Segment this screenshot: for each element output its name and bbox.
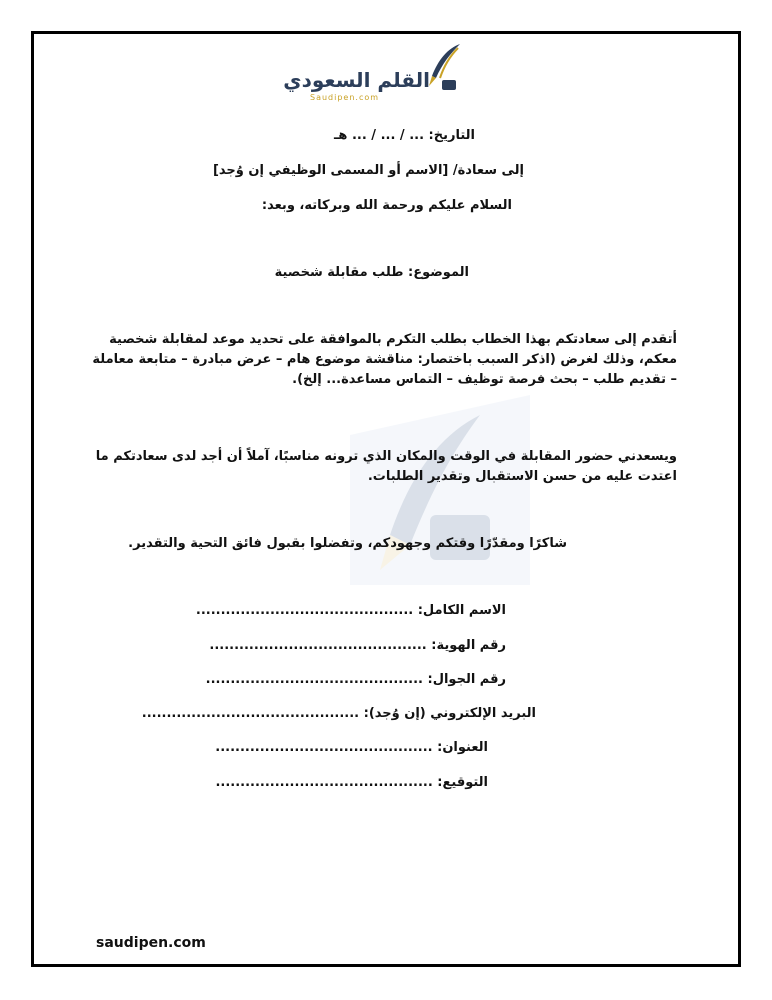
- id-number-field: رقم الهوية: ............................................: [209, 638, 506, 653]
- full-name-field: الاسم الكامل: ............................................: [195, 603, 506, 618]
- logo: [283, 40, 470, 102]
- greeting-line: السلام عليكم ورحمة الله وبركاته، وبعد:: [261, 198, 512, 213]
- body-paragraph-2: ويسعدني حضور المقابلة في الوقت والمكان الذي ترونه مناسبًا، آملاً أن أجد لدى سعادتكم ما اعتدت عليه من حسن الاستقبال وتقدير الطلبات.: [95, 449, 677, 484]
- subject-line: الموضوع: طلب مقابلة شخصية: [274, 265, 469, 280]
- email-field: البريد الإلكتروني (إن وُجد): ............................................: [141, 706, 536, 721]
- logo-name: القلم السعودي: [283, 68, 430, 92]
- address-field: العنوان: ............................................: [215, 740, 488, 755]
- mobile-field: رقم الجوال: ............................................: [205, 672, 506, 687]
- date-line: التاريخ: ... / ... / ... هـ: [333, 128, 475, 143]
- footer-url: saudipen.com: [96, 935, 206, 951]
- closing-line: شاكرًا ومقدّرًا وقتكم وجهودكم، وتفضلوا بقبول فائق التحية والتقدير.: [128, 536, 567, 551]
- logo-url: Saudipen.com: [310, 93, 380, 102]
- recipient-line: إلى سعادة/ [الاسم أو المسمى الوظيفي إن وُجد]: [212, 163, 524, 178]
- watermark-icon: [330, 395, 550, 585]
- body-paragraph-1: أتقدم إلى سعادتكم بهذا الخطاب بطلب التكرم بالموافقة على تحديد موعد لمقابلة شخصية معكم، وذلك لغرض (اذكر السبب باختصار: مناقشة موضوع هام – عرض مبادرة – متابعة معاملة – تقديم طلب – بحث فرصة توظيف – التماس مساعدة... إلخ).: [92, 332, 677, 387]
- signature-field: التوقيع: ............................................: [215, 775, 488, 790]
